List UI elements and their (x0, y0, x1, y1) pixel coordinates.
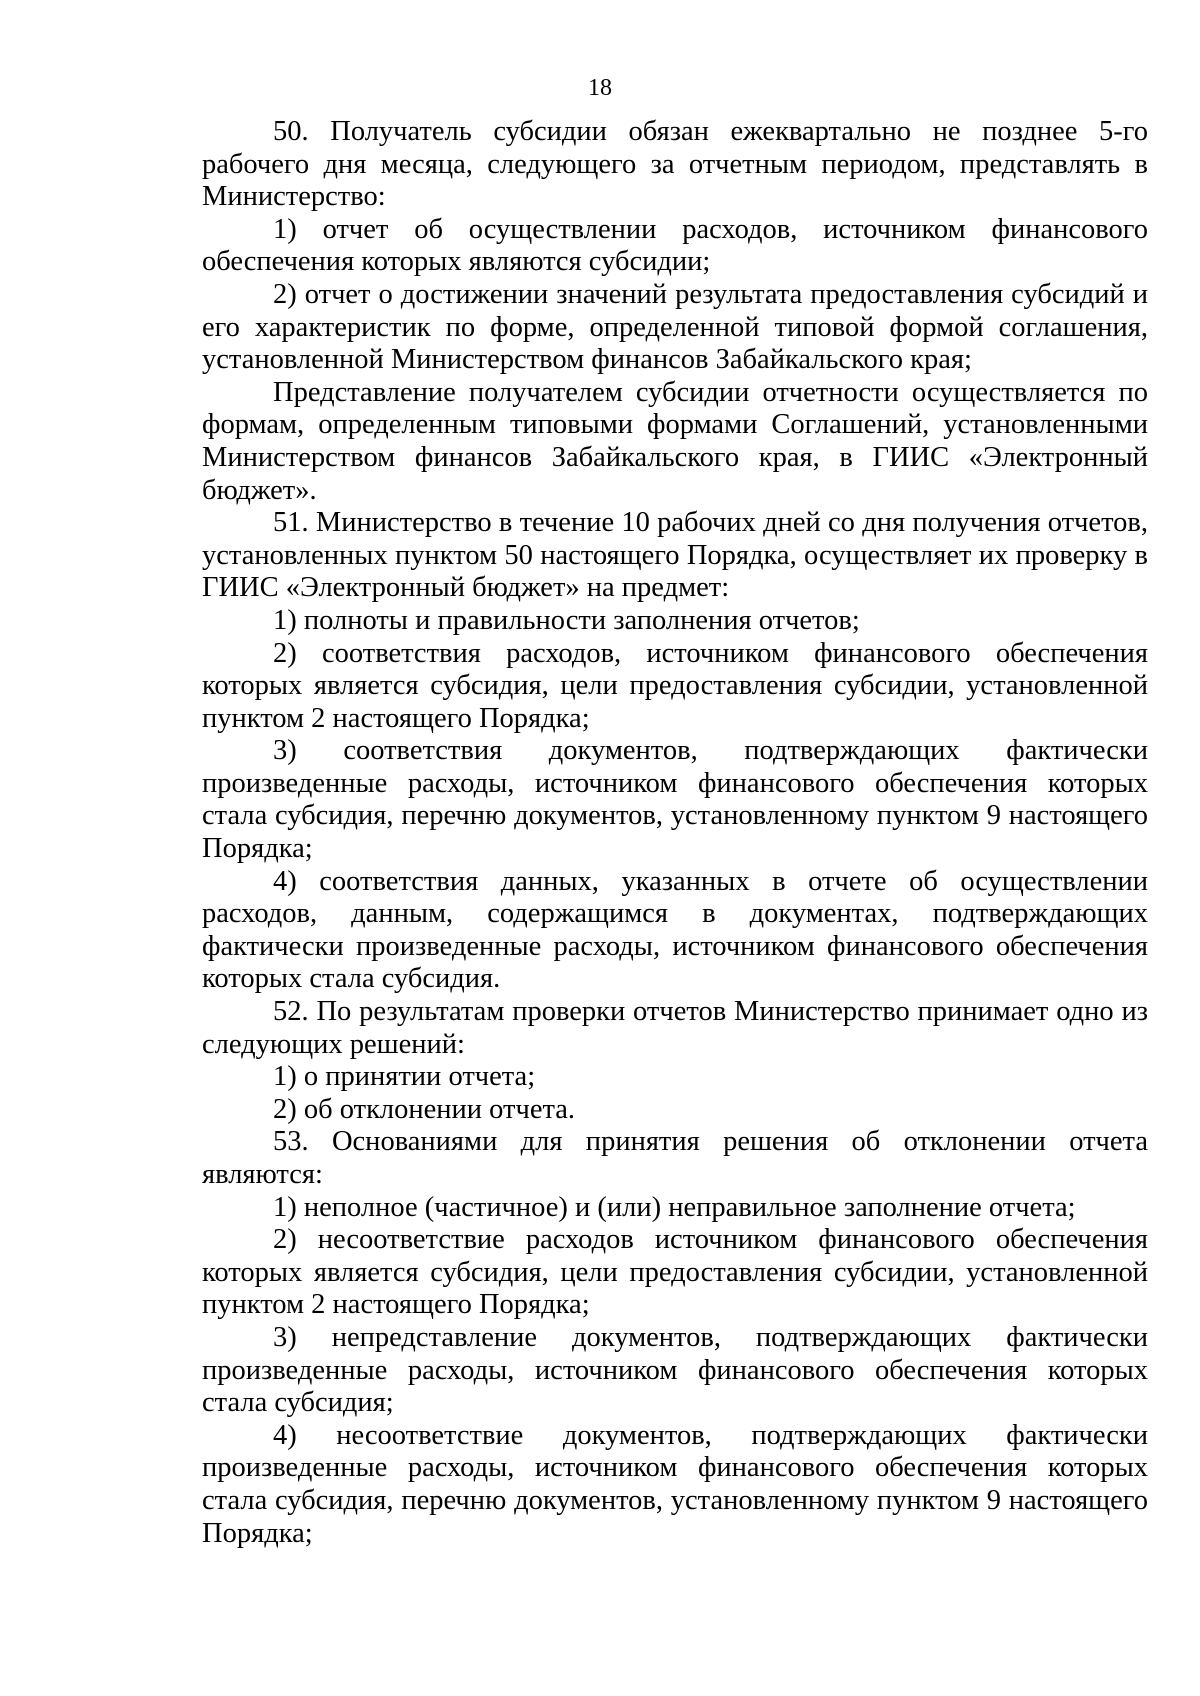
paragraph-51-item-3: 3) соответствия документов, подтверждающих фактически произведенные расходы, источником финансового обеспечения которых стала субсидия, перечню документов, установленному пунктом 9 настоящего Порядка; (202, 735, 1148, 865)
paragraph-50: 50. Получатель субсидии обязан ежеквартально не позднее 5-го рабочего дня месяца, следующего за отчетным периодом, представлять в Министерство: (202, 116, 1148, 213)
paragraph-51-item-1: 1) полноты и правильности заполнения отчетов; (273, 604, 860, 636)
paragraph-53-item-3: 3) непредставление документов, подтверждающих фактически произведенные расходы, источником финансового обеспечения которых стала субсидия; (202, 1321, 1148, 1419)
page-number: 18 (588, 75, 612, 101)
paragraph-51-item-2: 2) соответствия расходов, источником финансового обеспечения которых является субсидия, цели предоставления субсидии, установленной пунктом 2 настоящего Порядка; (202, 637, 1148, 734)
document-body (202, 116, 1148, 1550)
paragraph-50-item-2: 2) отчет о достижении значений результата предоставления субсидий и его характеристик по форме, определенной типовой формой соглашения, установленной Министерством финансов Забайкальского края; (202, 278, 1148, 376)
paragraph-52-item-1: 1) о принятии отчета; (273, 1061, 536, 1093)
paragraph-53-item-2: 2) несоответствие расходов источником финансового обеспечения которых является субсидия, цели предоставления субсидии, установленной пунктом 2 настоящего Порядка; (202, 1224, 1148, 1321)
paragraph-53-item-4: 4) несоответствие документов, подтверждающих фактически произведенные расходы, источником финансового обеспечения которых стала субсидия, перечню документов, установленному пунктом 9 настоящего Порядка; (202, 1419, 1148, 1549)
paragraph-53: 53. Основаниями для принятия решения об отклонении отчета являются: (202, 1126, 1148, 1190)
paragraph-51-item-4: 4) соответствия данных, указанных в отчете об осуществлении расходов, данным, содержащимся в документах, подтверждающих фактически произведенные расходы, источником финансового обеспечения которых стала субсидия. (202, 865, 1148, 995)
paragraph-50-reporting-note: Представление получателем субсидии отчетности осуществляется по формам, определенным типовыми формами Соглашений, установленными Министерством финансов Забайкальского края, в ГИИС «Электронный бюджет». (202, 376, 1148, 506)
paragraph-52-item-2: 2) об отклонении отчета. (273, 1093, 576, 1125)
paragraph-51: 51. Министерство в течение 10 рабочих дней со дня получения отчетов, установленных пунктом 50 настоящего Порядка, осуществляет их проверку в ГИИС «Электронный бюджет» на предмет: (202, 507, 1148, 604)
paragraph-50-item-1: 1) отчет об осуществлении расходов, источником финансового обеспечения которых являются субсидии; (202, 213, 1148, 278)
paragraph-53-item-1: 1) неполное (частичное) и (или) неправильное заполнение отчета; (273, 1191, 1076, 1223)
paragraph-52: 52. По результатам проверки отчетов Министерство принимает одно из следующих решений: (202, 996, 1148, 1060)
